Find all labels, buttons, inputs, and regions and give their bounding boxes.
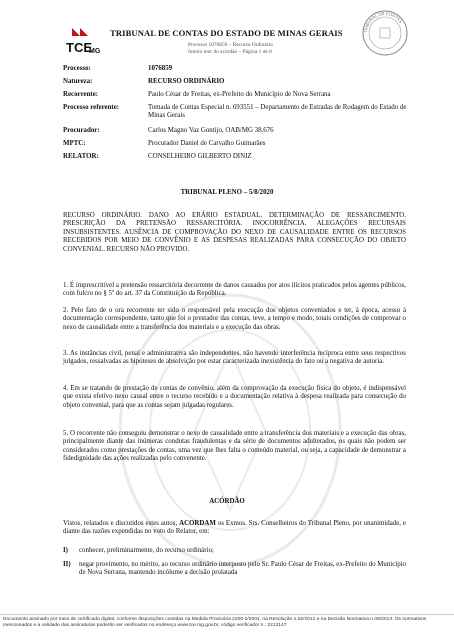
svg-text:MG: MG — [89, 48, 101, 55]
footer-divider — [0, 614, 454, 615]
meta-row-processo-referente: Processo referente: Tomada de Contas Especial n. 693551 – Departamento de Estradas de Rodagem do Estado de Minas Gerais — [63, 104, 407, 120]
meta-row-natureza: Natureza: RECURSO ORDINÁRIO — [63, 78, 225, 85]
org-title: TRIBUNAL DE CONTAS DO ESTADO DE MINAS GERAIS — [110, 28, 343, 38]
meta-row-recorrente: Recorrente: Paulo César de Freitas, ex-Prefeito do Município de Nova Serrana — [63, 91, 331, 98]
meta-row-procurador: Procurador: Carlos Magno Vaz Gontijo, OAB/MG 38.676 — [63, 127, 274, 134]
list-item: 1. É imprescritível a pretensão ressarcitória decorrente de danos causados por atos ilícitos praticados pelos agentes públicos, com fulcro no § 5º do art. 37 da Constituição da República. — [63, 282, 406, 298]
content-line: Inteiro teor do acórdão – Página 1 de 8 — [188, 49, 272, 55]
process-metadata — [63, 65, 423, 163]
header-subtitle — [188, 42, 273, 56]
ementa-summary: RECURSO ORDINÁRIO. DANO AO ERÁRIO ESTADUAL. DETERMINAÇÃO DE RESSARCIMENTO. PRESCRIÇÃO DA PRETENSÃO RESSARCITÓRIA. INOCORRÊNCIA. ALEGAÇÕES RECURSAIS INSUBSISTENTES. AUSÊNCIA DE COMPROVAÇÃO DO NEXO DE CAUSALIDADE ENTRE OS RECURSOS RECEBIDOS POR MEIO DE CONVÊNIO E AS DESPESAS REALIZADAS PARA CONSECUÇÃO DO OBJETO CONVENIAL. RECURSO NÃO PROVIDO. — [63, 212, 406, 253]
list-item: 5. O recorrente não conseguiu demonstrar o nexo de causalidade entre a transferência dos materiais e a execução das obras, principalmente diante das inúmeras condutas fraudulentas e da série de documentos adulterados, os quais não podem ser considerados como prestações de contas, uma vez que lhes falta o conteúdo material, ou seja, a capacidade de demonstrar a fidedignidade das ações realizadas pelo convenente. — [63, 430, 406, 463]
tce-logo — [64, 26, 104, 56]
svg-text:TRIBUNAL DE CONTAS: TRIBUNAL DE CONTAS — [362, 10, 404, 34]
meta-row-relator: RELATOR: CONSELHEIRO GILBERTO DINIZ — [63, 153, 252, 160]
meta-row-mptc: MPTC: Procurador Daniel de Carvalho Guimarães — [63, 140, 266, 147]
meta-row-processo: Processo: 1076859 — [63, 65, 173, 72]
decision-item: II) negar provimento, no mérito, ao recurso ordinário interposto pelo Sr. Paulo César de Freitas, ex-Prefeito do Município de Nova Serrana, mantendo incólume a decisão prolatada — [63, 561, 406, 577]
session-title: TRIBUNAL PLENO – 5/8/2020 — [180, 189, 274, 196]
official-seal-icon — [361, 9, 409, 57]
acordao-title: ACÓRDÃO — [209, 498, 245, 505]
decision-item: I) conhecer, preliminarmente, do recurso ordinário; — [63, 547, 214, 554]
list-item: 2. Pelo fato de o ora recorrente ter sido o responsável pela execução dos objetos conveniados e ter, à época, acesso à documentação correspondente, tanto que foi o prestador das contas, teve, a tempo e modo, totais condições de comprovar o nexo de causalidade entre a transferência dos materiais e a execução das obras. — [63, 307, 406, 331]
signature-footer: Documento assinado por meio de certificado digital, conforme disposições contidas na Medida Provisória 2200-2/2001, na Resolução n.02/2012 e na Decisão Normativa n.05/2013. Os normativos mencionados e a validade das assinaturas poderão ser verificados no endereço www.tce.mg.gov.br, código verificador n.: 2212147 — [3, 617, 427, 628]
process-line: Processo 1076859 – Recurso Ordinário — [188, 42, 273, 48]
list-item: 3. As instâncias civil, penal e administrativa são independentes, não havendo interferência recíproca entre seus respectivos julgados, ressalvadas as hipóteses de absolvição por estar caracterizada inexistência do fato ou a negativa de autoria. — [63, 350, 406, 366]
svg-text:TCE: TCE — [66, 40, 92, 55]
list-item: 4. Em se tratando de prestação de contas de convênio, além da comprovação da execução física do objeto, é indispensável que exista efetivo nexo causal entre o recurso recebido e a documentação relativa à despesa realizada para consecução do objeto convenial, para que as contas sejam julgadas regulares. — [63, 385, 406, 409]
acordao-intro: Vistos, relatados e discutidos estes autos, ACORDAM os Exmos. Srs. Conselheiros do Tribunal Pleno, por unanimidade, e diante das razões expendidas no voto do Relator, em: — [63, 520, 406, 536]
